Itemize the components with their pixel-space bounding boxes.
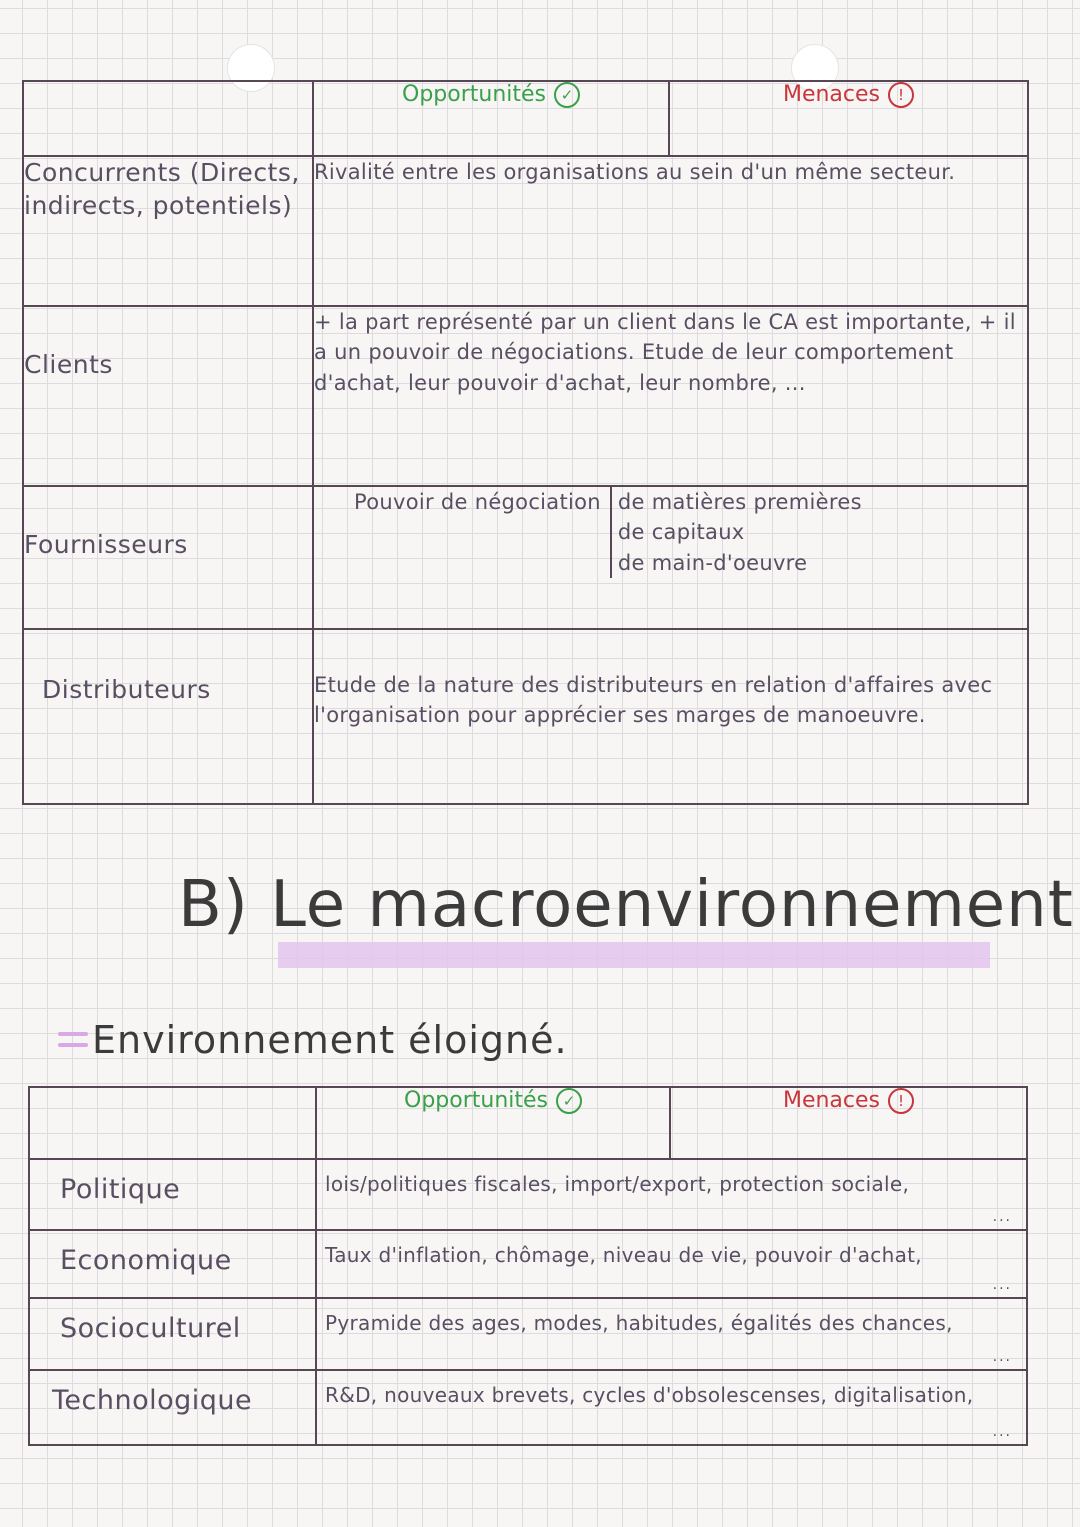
empty-header-cell [29, 1087, 316, 1159]
row-text: lois/politiques fiscales, import/export, protection sociale, [325, 1172, 910, 1196]
section-subtitle: Environnement éloigné. [92, 1018, 568, 1062]
ellipsis: ... [992, 1423, 1012, 1440]
ellipsis: ... [992, 1276, 1012, 1293]
row-text-distributeurs: Etude de la nature des distributeurs en relation d'affaires avec l'organisation pour apprécier ses marges de manoeuvre. [313, 629, 1028, 804]
check-circle-icon: ✓ [556, 1088, 582, 1114]
row-text-clients: + la part représenté par un client dans le CA est importante, + il a un pouvoir de négociations. Etude de leur comportement d'achat, leur pouvoir d'achat, leur nombre, ... [313, 306, 1028, 486]
row-text-economique [316, 1230, 1027, 1298]
row-label-technologique: Technologique [29, 1370, 316, 1445]
row-label-concurrents: Concurrents (Directs, indirects, potentiels) [23, 156, 313, 306]
table-row [29, 1298, 1027, 1370]
row-text-technologique [316, 1370, 1027, 1445]
list-item: de capitaux [617, 520, 745, 545]
table-row [29, 1370, 1027, 1445]
warning-circle-icon: ! [888, 1088, 914, 1114]
header-menaces-label: Menaces [782, 1088, 881, 1113]
macro-environment-table [28, 1086, 1028, 1446]
section-title: B) Le macroenvironnement [178, 868, 1074, 942]
header-opportunites [313, 81, 669, 156]
row-text: Taux d'inflation, chômage, niveau de vie, pouvoir d'achat, [325, 1243, 922, 1267]
empty-header-cell [23, 81, 313, 156]
table-row [23, 156, 1028, 306]
row-label-fournisseurs: Fournisseurs [23, 486, 313, 629]
table-row [23, 486, 1028, 629]
row-label-clients: Clients [23, 306, 313, 486]
check-circle-icon: ✓ [554, 82, 580, 108]
title-highlight [278, 942, 990, 968]
row-label-socioculturel: Socioculturel [29, 1298, 316, 1370]
table-row [23, 306, 1028, 486]
table-header-row [29, 1087, 1027, 1159]
warning-circle-icon: ! [888, 82, 914, 108]
ellipsis: ... [992, 1348, 1012, 1365]
table-row [29, 1159, 1027, 1230]
row-label-politique: Politique [29, 1159, 316, 1230]
row-text-concurrents: Rivalité entre les organisations au sein d'un même secteur. [313, 156, 1028, 306]
ellipsis: ... [992, 1208, 1012, 1225]
table-row [23, 629, 1028, 804]
fournisseurs-intro: Pouvoir de négociation [354, 490, 601, 514]
micro-environment-table [22, 80, 1029, 805]
row-text-fournisseurs [313, 486, 1028, 629]
header-opportunites-label: Opportunités [402, 82, 546, 107]
table-row [29, 1230, 1027, 1298]
header-menaces [670, 1087, 1027, 1159]
header-menaces [669, 81, 1028, 156]
header-opportunites-label: Opportunités [404, 1088, 548, 1113]
header-menaces-label: Menaces [782, 82, 881, 107]
row-text: R&D, nouveaux brevets, cycles d'obsolescenses, digitalisation, [325, 1383, 974, 1407]
header-opportunites [316, 1087, 670, 1159]
row-text-socioculturel [316, 1298, 1027, 1370]
row-text: Pyramide des ages, modes, habitudes, égalités des chances, [325, 1311, 953, 1335]
row-label-economique: Economique [29, 1230, 316, 1298]
equal-marker-icon [58, 1032, 88, 1054]
fournisseurs-list [610, 487, 862, 578]
list-item: de matières premières [617, 490, 862, 514]
list-item: de main-d'oeuvre [617, 550, 808, 575]
table-header-row [23, 81, 1028, 156]
row-text-politique [316, 1159, 1027, 1230]
row-label-distributeurs: Distributeurs [23, 629, 313, 804]
